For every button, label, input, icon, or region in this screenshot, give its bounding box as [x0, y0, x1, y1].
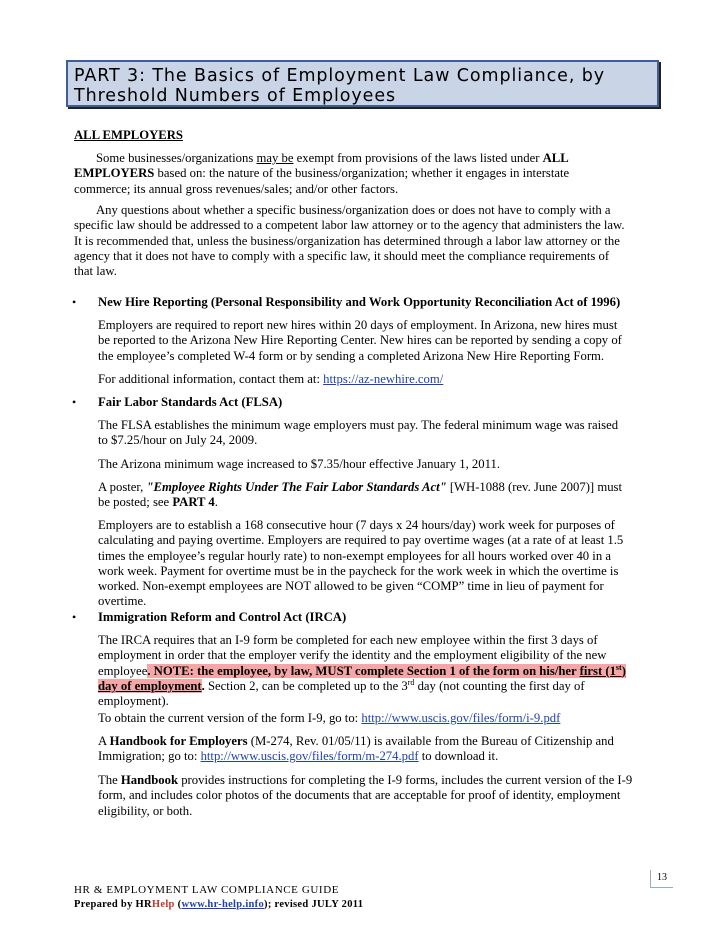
text: Section 2, can be completed up to the 3	[204, 678, 408, 693]
help-brand: Help	[151, 899, 175, 910]
part-title-line-2: Threshold Numbers of Employees	[74, 86, 397, 106]
irca-note-highlight	[147, 664, 626, 678]
text-line	[98, 679, 664, 694]
az-newhire-link[interactable]: https://az-newhire.com/	[323, 372, 444, 386]
text: provides instructions for completing the I-9 forms, includes the current version of the I-9	[178, 773, 633, 787]
text: A	[98, 734, 110, 748]
flsa-title: Fair Labor Standards Act (FLSA)	[98, 395, 283, 409]
bullet-icon: •	[72, 395, 77, 409]
note-text: . NOTE: the employee, by law, MUST complete Section 1 of the form on his/her	[147, 663, 580, 678]
all-bold: ALL	[542, 151, 569, 165]
may-be-underlined: may be	[256, 151, 294, 165]
part-4-reference: PART 4	[172, 495, 215, 510]
irca-paragraph-3	[98, 734, 664, 765]
intro-p2-line-3: It is recommended that, unless the business/organization has determined through a labor law attorney or the	[74, 233, 620, 248]
flsa-paragraph-2: The Arizona minimum wage increased to $7.35/hour effective January 1, 2011.	[98, 457, 501, 471]
bullet-icon: •	[72, 610, 77, 624]
flsa-paragraph-1	[98, 418, 664, 449]
text: )	[621, 663, 626, 678]
text: [WH-1088 (rev. June 2007)] must	[446, 480, 623, 494]
text-line: Employers are required to report new hires within 20 days of employment. In Arizona, new hires must	[98, 318, 618, 332]
text-line: be reported to the Arizona New Hire Reporting Center. New hires can be reported by sending a copy of	[98, 333, 622, 348]
text-line: the employee’s completed W-4 form or by sending a completed Arizona New Hire Reporting Form.	[98, 348, 605, 363]
text-line: eligibility, or both.	[98, 803, 193, 818]
poster-title: "Employee Rights Under The Fair Labor Standards Act"	[146, 480, 447, 494]
day-of-employment-highlight: day of employment	[98, 678, 202, 693]
text-line	[98, 495, 664, 510]
text: Prepared by HR	[74, 899, 152, 910]
text-line	[98, 749, 664, 764]
text-line: overtime.	[98, 594, 147, 609]
text: (M-274, Rev. 01/05/11) is available from the Bureau of Citizenship and	[247, 734, 614, 748]
employers-bold: EMPLOYERS	[74, 166, 155, 181]
text-line	[98, 664, 664, 679]
text: day (not counting the first day of	[414, 678, 585, 693]
text-line: Employers are to establish a 168 consecutive hour (7 days x 24 hours/day) work week for purposes of	[98, 518, 615, 532]
superscript: st	[615, 662, 622, 672]
m274-handbook-link[interactable]: http://www.uscis.gov/files/form/m-274.pdf	[200, 749, 419, 764]
i9-form-link[interactable]: http://www.uscis.gov/files/form/i-9.pdf	[361, 711, 561, 725]
text-line: The FLSA establishes the minimum wage employers must pay. The federal minimum wage was raised	[98, 418, 619, 432]
text: (	[174, 899, 182, 910]
handbook-bold: Handbook	[120, 773, 179, 787]
text: Some businesses/organizations	[96, 151, 257, 165]
text-line	[98, 734, 664, 749]
intro-paragraph-1	[74, 151, 664, 197]
text: The	[98, 773, 121, 787]
text: To obtain the current version of the form I-9, go to:	[98, 711, 362, 725]
text: be posted; see	[98, 495, 173, 510]
text: .	[214, 495, 218, 510]
footer-title: HR & EMPLOYMENT LAW COMPLIANCE GUIDE	[74, 884, 340, 896]
text-line: times the employee’s regular hourly rate) to non-exempt employees for all hours worked over 40 in a	[98, 548, 611, 563]
text: ); revised JULY 2011	[264, 899, 364, 910]
part-header-box	[66, 60, 659, 107]
text: Immigration; go to:	[98, 749, 201, 764]
text: exempt from provisions of the laws listed under	[293, 151, 543, 165]
text-line: to $7.25/hour on July 24, 2009.	[98, 433, 258, 448]
handbook-bold: Handbook for Employers	[109, 734, 248, 748]
section-heading: ALL EMPLOYERS	[74, 128, 183, 142]
text-line: calculating and paying overtime. Employers are required to pay overtime wages (at a rate of at least 1.5	[98, 533, 624, 548]
text-line: employment in order that the employer verify the identity and the employment eligibility of the new	[98, 648, 607, 663]
irca-paragraph-1	[98, 633, 664, 709]
newhire-paragraph-2	[98, 372, 664, 387]
newhire-paragraph-1	[98, 318, 664, 364]
text: For additional information, contact them at:	[98, 372, 324, 386]
page-number: 13	[650, 870, 673, 888]
intro-p2-line-2: specific law should be addressed to a competent labor law attorney or to the agency that administers the law.	[74, 218, 625, 233]
irca-paragraph-2	[98, 711, 664, 726]
text: based on: the nature of the business/organization; whether it engages in interstate	[154, 166, 570, 181]
footer-prepared-by	[74, 899, 363, 910]
first-day-underlined	[580, 664, 626, 678]
superscript: rd	[407, 677, 415, 687]
intro-p2-line-4: agency that it does not have to comply with a specific law, it should meet the compliance requirements of	[74, 248, 610, 263]
text-line: work week. Payment for overtime must be in the paycheck for the work week in which the overtime is	[98, 563, 619, 578]
text-line: The IRCA requires that an I-9 form be completed for each new employee within the first 3 days of	[98, 633, 598, 647]
bullet-icon: •	[72, 295, 77, 309]
intro-paragraph-2	[74, 203, 664, 279]
intro-p1-line-1	[74, 151, 664, 166]
text-line: form, and includes color photos of the documents that are acceptable for proof of identity, employment	[98, 788, 621, 803]
text: .	[201, 678, 205, 693]
text: A poster,	[98, 480, 147, 494]
intro-p2-line-5: that law.	[74, 264, 117, 279]
text: employee	[98, 663, 148, 678]
irca-title: Immigration Reform and Control Act (IRCA)	[98, 610, 347, 624]
hr-help-link[interactable]: www.hr-help.info	[181, 899, 265, 910]
text-line	[98, 480, 664, 495]
text-line: employment).	[98, 694, 169, 709]
irca-paragraph-4	[98, 773, 664, 819]
text-line: worked. Non-exempt employees are NOT allowed to be given “COMP” time in lieu of payment for	[98, 579, 604, 594]
newhire-title: New Hire Reporting (Personal Responsibility and Work Opportunity Reconciliation Act of 1996)	[98, 295, 621, 309]
intro-p1-line-3: commerce; its annual gross revenues/sales; and/or other factors.	[74, 181, 399, 196]
part-title-line-1: PART 3: The Basics of Employment Law Compliance, by	[74, 66, 606, 86]
text: first (1	[579, 663, 616, 678]
intro-p1-line-2	[74, 166, 664, 181]
text-line	[98, 773, 664, 788]
text: to download it.	[418, 749, 499, 764]
intro-p2-line-1: Any questions about whether a specific business/organization does or does not have to comply with a	[96, 203, 611, 217]
flsa-paragraph-3	[98, 480, 664, 511]
flsa-paragraph-4	[98, 518, 664, 610]
